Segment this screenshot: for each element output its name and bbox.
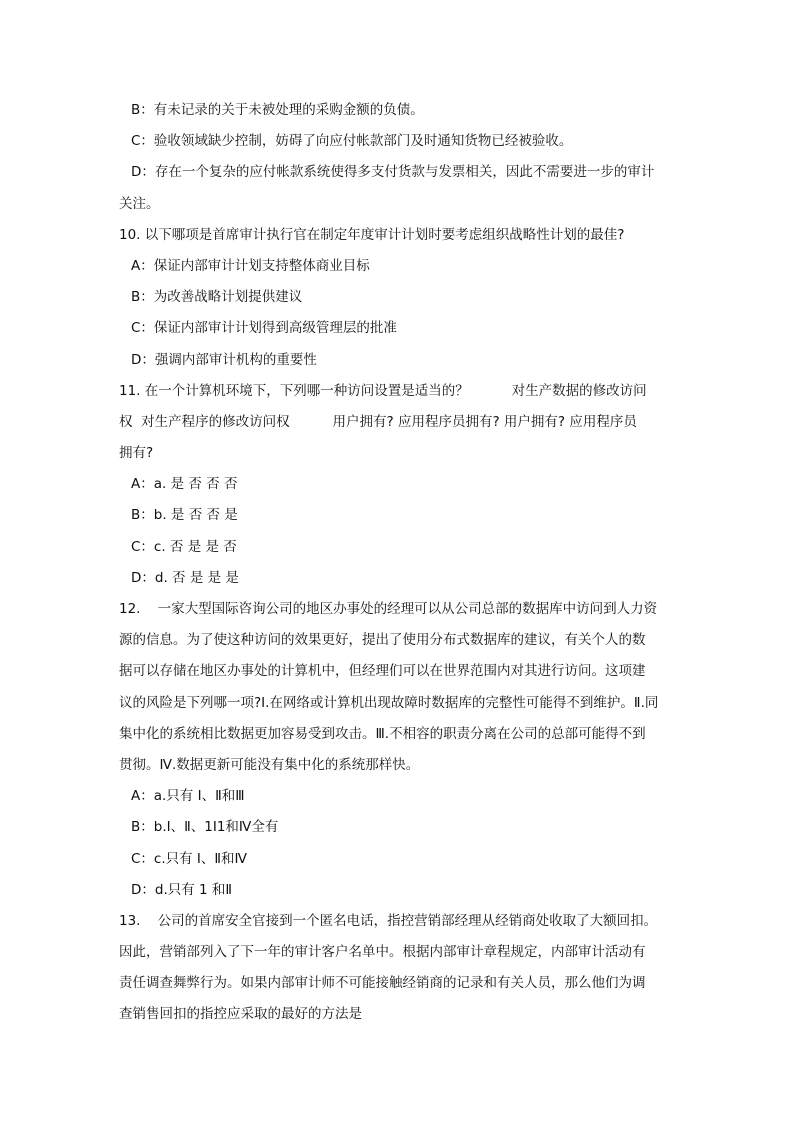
question-text-line: 关注。 — [119, 195, 160, 212]
question-text-line: 因此，营销部列入了下一年的审计客户名单中。根据内部审计章程规定，内部审计活动有 — [119, 944, 646, 961]
question-text-line: 议的风险是下列哪一项?I.在网络或计算机出现故障时数据库的完整性可能得不到维护。Ⅱ.同 — [119, 694, 659, 711]
question-text-line: 12. 一家大型国际咨询公司的地区办事处的经理可以从公司总部的数据库中访问到人力资 — [119, 601, 658, 617]
question-text-line: 11. 在一个计算机环境下，下列哪一种访问设置是适当的？ 对生产数据的修改访问 — [119, 382, 647, 399]
answer-option: B：为改善战略计划提供建议 — [131, 289, 303, 306]
question-text-line: 据可以存储在地区办事处的计算机中，但经理们可以在世界范围内对其进行访问。这项建 — [119, 663, 646, 680]
answer-option: A：保证内部审计计划支持整体商业目标 — [131, 257, 370, 274]
question-text-line: 查销售回扣的指控应采取的最好的方法是 — [119, 1006, 362, 1023]
answer-option: B：b.I、Ⅱ、1I1和Ⅳ全有 — [131, 819, 279, 836]
answer-option: B：有未记录的关于未被处理的采购金额的负债。 — [131, 102, 424, 118]
question-text-line: 拥有? — [119, 445, 154, 462]
answer-option: D：d. 否 是 是 是 — [131, 569, 239, 586]
question-text-line: 源的信息。为了使这种访问的效果更好，提出了使用分布式数据库的建议，有关个人的数 — [119, 632, 646, 649]
answer-option: A：a. 是 否 否 否 — [131, 476, 238, 493]
answer-option: D：存在一个复杂的应付帐款系统使得多支付货款与发票相关，因此不需要进一步的审计 — [131, 164, 655, 181]
question-text-line: 权 对生产程序的修改访问权 用户拥有? 应用程序员拥有? 用户拥有? 应用程序员 — [119, 413, 637, 430]
answer-option: D：强调内部审计机构的重要性 — [131, 351, 317, 368]
answer-option: C：c. 否 是 是 否 — [131, 538, 237, 555]
question-text-line: 10. 以下哪项是首席审计执行官在制定年度审计计划时要考虑组织战略性计划的最佳? — [119, 226, 625, 243]
question-text-line: 责任调查舞弊行为。如果内部审计师不可能接触经销商的记录和有关人员，那么他们为调 — [119, 975, 646, 992]
answer-option: B：b. 是 否 否 是 — [131, 507, 238, 524]
document-page — [119, 95, 679, 1031]
question-text-line: 13. 公司的首席安全官接到一个匿名电话，指控营销部经理从经销商处收取了大额回扣。 — [119, 912, 658, 929]
answer-option: D：d.只有 1 和Ⅱ — [131, 881, 233, 898]
answer-option: A：a.只有 I、Ⅱ和Ⅲ — [131, 788, 245, 805]
answer-option: C：c.只有 I、Ⅱ和Ⅳ — [131, 850, 248, 867]
question-text-line: 贯彻。Ⅳ.数据更新可能没有集中化的系统那样快。 — [119, 756, 420, 773]
question-text-line: 集中化的系统相比数据更加容易受到攻击。Ⅲ.不相容的职责分离在公司的总部可能得不到 — [119, 725, 646, 742]
answer-option: C：验收领域缺少控制，妨碍了向应付帐款部门及时通知货物已经被验收。 — [131, 133, 573, 150]
answer-option: C：保证内部审计计划得到高级管理层的批准 — [131, 320, 397, 337]
